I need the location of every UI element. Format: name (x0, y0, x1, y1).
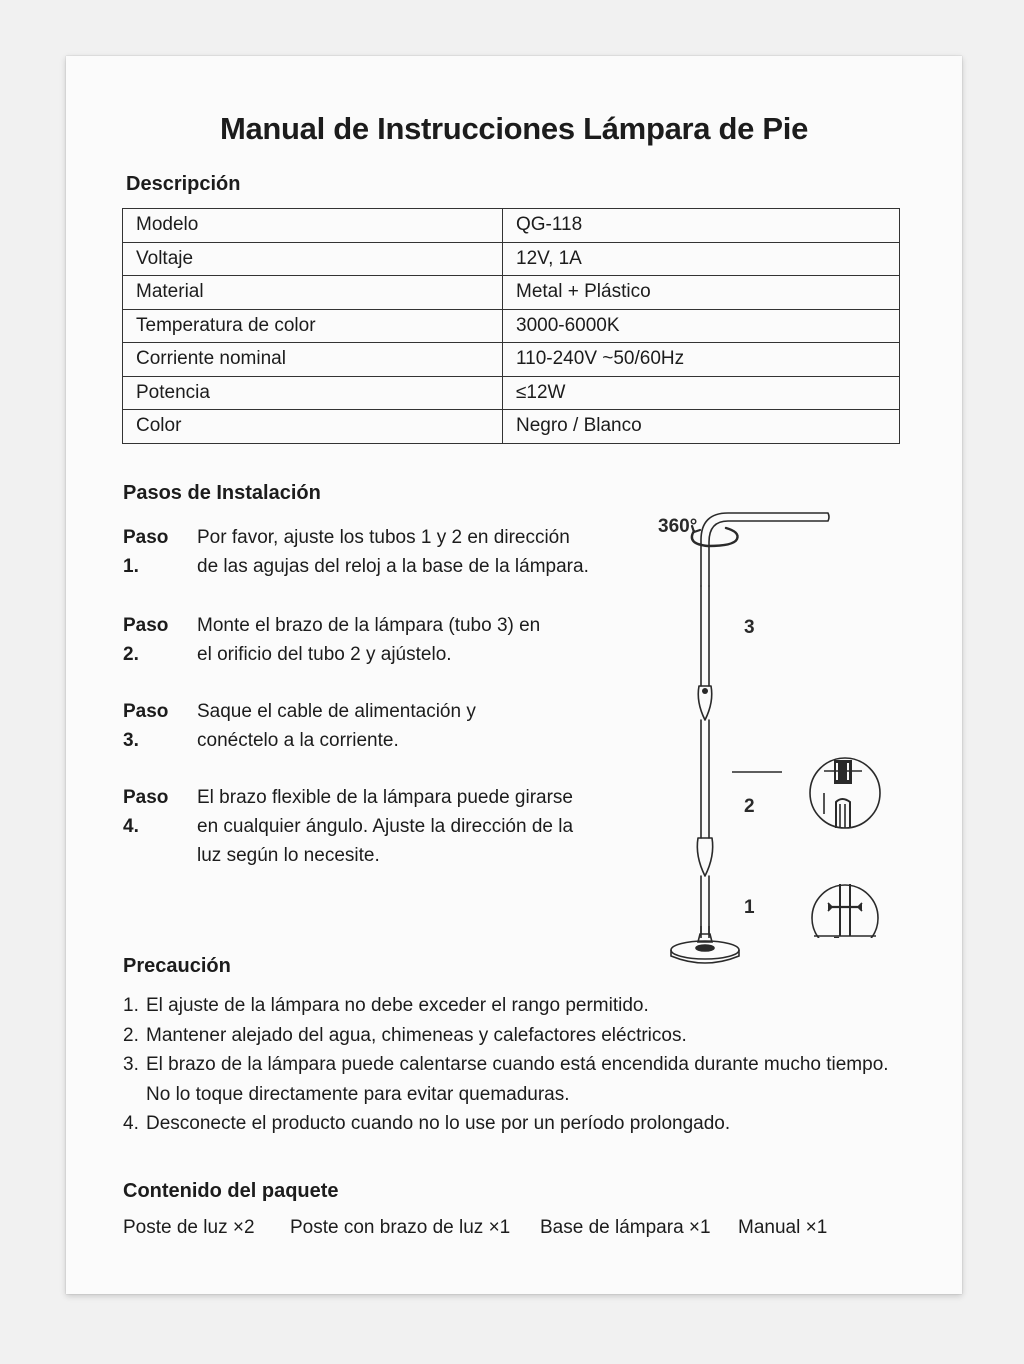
step-text (197, 611, 617, 669)
tube-label-3: 3 (744, 617, 755, 638)
spec-key: Potencia (123, 376, 503, 410)
spec-value: Negro / Blanco (503, 410, 900, 444)
caution-list (123, 991, 906, 1139)
caution-heading: Precaución (123, 955, 231, 977)
item-text: Desconecte el producto cuando no lo use por un período prolongado. (146, 1113, 731, 1134)
manual-sheet (66, 56, 962, 1294)
step-line: conéctelo a la corriente. (197, 730, 399, 751)
list-item (123, 1050, 906, 1109)
description-heading: Descripción (126, 173, 241, 195)
item-text: El brazo de la lámpara puede calentarse cuando está encendida durante mucho tiempo. (146, 1054, 889, 1075)
step-line: en cualquier ángulo. Ajuste la dirección de la (197, 816, 574, 837)
spec-value: Metal + Plástico (503, 276, 900, 310)
step-line: Por favor, ajuste los tubos 1 y 2 en dirección (197, 527, 570, 548)
spec-value: ≤12W (503, 376, 900, 410)
step-line: el orificio del tubo 2 y ajústelo. (197, 644, 452, 665)
table-row (123, 242, 900, 276)
step-text (197, 783, 617, 870)
item-number: 3. (123, 1054, 139, 1075)
step-line: Monte el brazo de la lámpara (tubo 3) en (197, 615, 541, 636)
spec-value: 12V, 1A (503, 242, 900, 276)
step-line: de las agujas del reloj a la base de la lámpara. (197, 556, 589, 577)
table-row (123, 209, 900, 243)
lamp-base (664, 926, 754, 976)
step-text (197, 697, 617, 755)
list-item (123, 991, 906, 1021)
spec-key: Voltaje (123, 242, 503, 276)
spec-value: QG-118 (503, 209, 900, 243)
tube-connector (697, 838, 712, 876)
table-row (123, 276, 900, 310)
detail-circle-lower (812, 885, 878, 938)
step-label: Paso 4. (123, 787, 169, 837)
page-title: Manual de Instrucciones Lámpara de Pie (219, 111, 809, 146)
spec-key: Color (123, 410, 503, 444)
item-number: 2. (123, 1024, 139, 1046)
step-label: Paso 1. (123, 527, 169, 577)
spec-key: Corriente nominal (123, 343, 503, 377)
package-item: Manual ×1 (738, 1217, 828, 1238)
item-text: El ajuste de la lámpara no debe exceder el rango permitido. (146, 995, 649, 1016)
item-number: 4. (123, 1113, 139, 1134)
item-text: Mantener alejado del agua, chimeneas y calefactores eléctricos. (146, 1024, 687, 1046)
step-text (197, 523, 617, 581)
package-item: Poste con brazo de luz ×1 (290, 1217, 511, 1238)
lamp-arm (701, 513, 829, 586)
installation-heading: Pasos de Instalación (123, 482, 321, 504)
table-row (123, 343, 900, 377)
item-number: 1. (123, 995, 139, 1016)
table-row (123, 410, 900, 444)
spec-key: Temperatura de color (123, 309, 503, 343)
spec-value: 110-240V ~50/60Hz (503, 343, 900, 377)
list-item (123, 1109, 906, 1139)
package-item: Base de lámpara ×1 (540, 1217, 711, 1238)
item-text: No lo toque directamente para evitar quemaduras. (146, 1083, 570, 1105)
table-row (123, 376, 900, 410)
rotation-label: 360° (658, 516, 698, 537)
step-label: Paso 2. (123, 615, 169, 665)
spec-value: 3000-6000K (503, 309, 900, 343)
spec-key: Modelo (123, 209, 503, 243)
step-line: Saque el cable de alimentación y (197, 701, 476, 722)
table-row (123, 309, 900, 343)
lamp-diagram (656, 498, 916, 938)
step-label: Paso 3. (123, 701, 169, 751)
package-item: Poste de luz ×2 (123, 1217, 255, 1238)
package-heading: Contenido del paquete (123, 1180, 339, 1202)
list-item (123, 1021, 906, 1051)
step-line: luz según lo necesite. (197, 845, 380, 866)
spec-key: Material (123, 276, 503, 310)
tube-label-2: 2 (744, 796, 755, 817)
tube-label-1: 1 (744, 897, 755, 918)
spec-table (122, 208, 900, 444)
step-line: El brazo flexible de la lámpara puede girarse (197, 787, 573, 808)
